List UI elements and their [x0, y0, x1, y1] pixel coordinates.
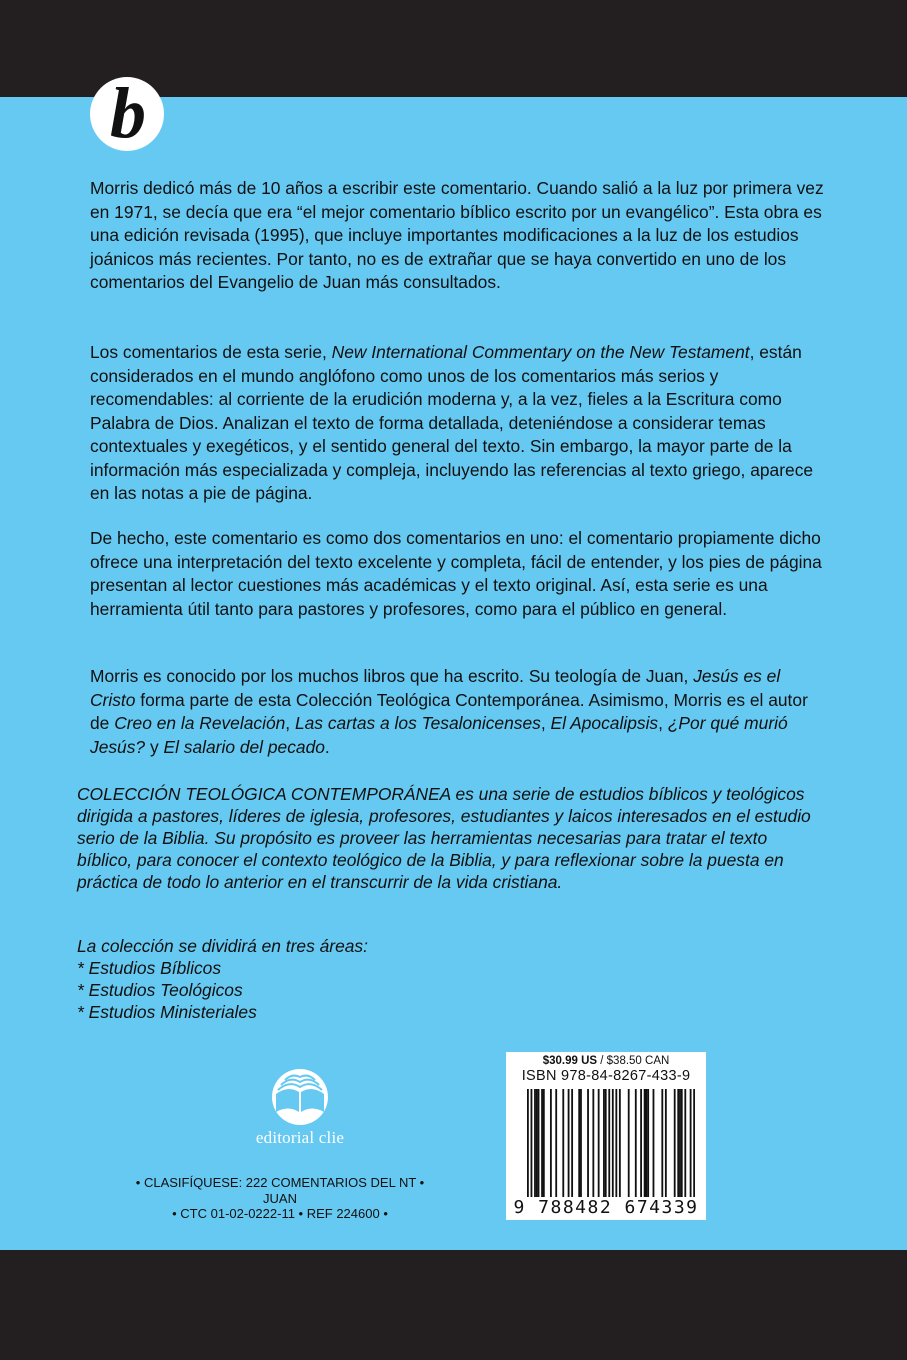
barcode-bar — [568, 1089, 570, 1197]
barcode-bar — [681, 1089, 683, 1197]
description-paragraph-2 — [90, 341, 830, 506]
barcode-bar — [605, 1089, 607, 1197]
p4-sep-3: , — [658, 713, 668, 733]
barcode-bar — [615, 1089, 617, 1197]
barcode-bar — [628, 1089, 630, 1197]
barcode-bar — [661, 1089, 663, 1197]
barcode-bar — [693, 1089, 695, 1197]
barcode-bar — [640, 1089, 642, 1197]
barcode-bar — [608, 1089, 610, 1197]
price-can: / $38.50 CAN — [597, 1055, 670, 1067]
barcode-bar — [653, 1089, 655, 1197]
book-title-5: ¿Por qué murió Jesús? — [90, 713, 788, 757]
series-title: New International Commentary on the New Testament — [331, 342, 750, 362]
area-item: * Estudios Teológicos — [77, 980, 243, 1000]
barcode-icon — [527, 1089, 695, 1197]
p4-sep-1: , — [285, 713, 295, 733]
barcode-bar — [578, 1089, 580, 1197]
barcode-bar — [635, 1089, 637, 1197]
barcode-bar — [645, 1089, 647, 1197]
price-line — [506, 1055, 706, 1067]
p4-text-a: Morris es conocido por los muchos libros que ha escrito. Su teología de Juan, — [90, 666, 694, 686]
ean-digits: 9 788482 674339 — [513, 1197, 699, 1218]
barcode-bar — [580, 1089, 582, 1197]
p4-sep-4: y — [145, 736, 164, 757]
p4-sep-2: , — [540, 713, 551, 733]
bottom-band — [0, 1250, 907, 1360]
description-paragraph-4 — [90, 665, 830, 759]
collection-description: COLECCIÓN TEOLÓGICA CONTEMPORÁNEA es una serie de estudios bíblicos y teológicos dirigida a pastores, líderes de iglesia, profesores, estudiantes y laicos interesados en el estudio serio de la Biblia. Su propósito es proveer las herramientas necesarias para tratar el texto bíblico, para conocer el contexto teológico de la Biblia, y para reflexionar sobre la puesta en práctica de todo lo anterior en el transcurrir de la vida cristiana. — [77, 784, 811, 892]
classification-line: JUAN — [263, 1190, 297, 1206]
book-title-4: El Apocalipsis — [550, 713, 659, 733]
barcode-bar — [527, 1089, 529, 1197]
isbn-text: ISBN 978-84-8267-433-9 — [521, 1068, 691, 1084]
barcode-bar — [592, 1089, 594, 1197]
barcode-bar — [536, 1089, 538, 1197]
classification-line: • CTC 01-02-0222-11 • REF 224600 • — [172, 1206, 388, 1221]
book-title-6: El salario del pecado — [163, 736, 325, 757]
barcode-bar — [665, 1089, 667, 1197]
barcode-bar — [543, 1089, 545, 1197]
barcode-bar — [541, 1089, 543, 1197]
publisher-name: editorial clie — [255, 1128, 345, 1147]
price-us: $30.99 US — [542, 1055, 598, 1067]
barcode-bar — [644, 1089, 646, 1197]
publisher-logo — [245, 1068, 355, 1148]
area-item: * Estudios Ministeriales — [77, 1002, 257, 1022]
barcode-bar — [679, 1089, 681, 1197]
barcode-bar — [603, 1089, 605, 1197]
collection-areas — [77, 935, 477, 1023]
logo-letter: b — [110, 75, 146, 153]
p4-end: . — [324, 736, 330, 757]
book-title-1: Jesús es el Cristo — [90, 666, 781, 710]
description-paragraph-1: Morris dedicó más de 10 años a escribir este comentario. Cuando salió a la luz por primera vez en 1971, se decía que era “el mejor comentario bíblico escrito por un evangélico”. Esta obra es una edición revisada (1995), que incluye importantes modificaciones a la luz de los estudios joánicos más recientes. Por tanto, no es de extrañar que se haya convertido en uno de los comentarios del Evangelio de Juan más consultados. — [90, 178, 824, 292]
book-title-2: Creo en la Revelación — [114, 713, 286, 733]
barcode-label — [506, 1052, 706, 1220]
area-item: * Estudios Bíblicos — [77, 958, 222, 978]
classification-block — [100, 1175, 460, 1222]
p2-text-a: Los comentarios de esta serie, — [90, 342, 332, 362]
barcode-bar — [550, 1089, 552, 1197]
barcode-bar — [562, 1089, 564, 1197]
publisher-b-logo-icon — [88, 75, 166, 153]
barcode-bar — [684, 1089, 686, 1197]
barcode-bar — [612, 1089, 614, 1197]
barcode-bar — [538, 1089, 540, 1197]
description-paragraph-3: De hecho, este comentario es como dos comentarios en uno: el comentario propiamente dicho ofrece una interpretación del texto excelente y completa, fácil de entender, y los pies de página presentan al lector cuestiones más académicas y el texto original. Así, esta serie es una herramienta útil tanto para pastores y profesores, como para el público en general. — [90, 528, 822, 619]
barcode-bar — [534, 1089, 536, 1197]
barcode-bar — [690, 1089, 692, 1197]
barcode-bar — [587, 1089, 589, 1197]
barcode-bar — [647, 1089, 649, 1197]
p4-text-b: forma parte de esta Colección Teológica Contemporánea. Asimismo, Morris es el autor de — [90, 689, 808, 733]
barcode-bar — [619, 1089, 621, 1197]
barcode-bar — [555, 1089, 557, 1197]
barcode-bar — [571, 1089, 573, 1197]
barcode-bar — [674, 1089, 676, 1197]
barcode-bar — [677, 1089, 679, 1197]
p2-text-b: , están considerados en el mundo anglófono como unos de los comentarios más serios y recomendables: al corriente de la erudición moderna y, a la vez, fieles a la Escritura como Palabra de Dios. Analizan el texto de forma detallada, deteniéndose a considerar temas contextuales y exegéticos, y el sentido general del texto. Sin embargo, la mayor parte de la información más especializada y compleja, incluyendo las referencias al texto griego, aparece en las notas a pie de página. — [90, 342, 814, 503]
book-title-3: Las cartas a los Tesalonicenses — [294, 713, 541, 733]
areas-intro: La colección se dividirá en tres áreas: — [77, 936, 368, 956]
classification-line: • CLASIFÍQUESE: 222 COMENTARIOS DEL NT • — [135, 1175, 425, 1190]
barcode-bar — [531, 1089, 533, 1197]
book-icon — [268, 1068, 332, 1126]
barcode-bar — [598, 1089, 600, 1197]
